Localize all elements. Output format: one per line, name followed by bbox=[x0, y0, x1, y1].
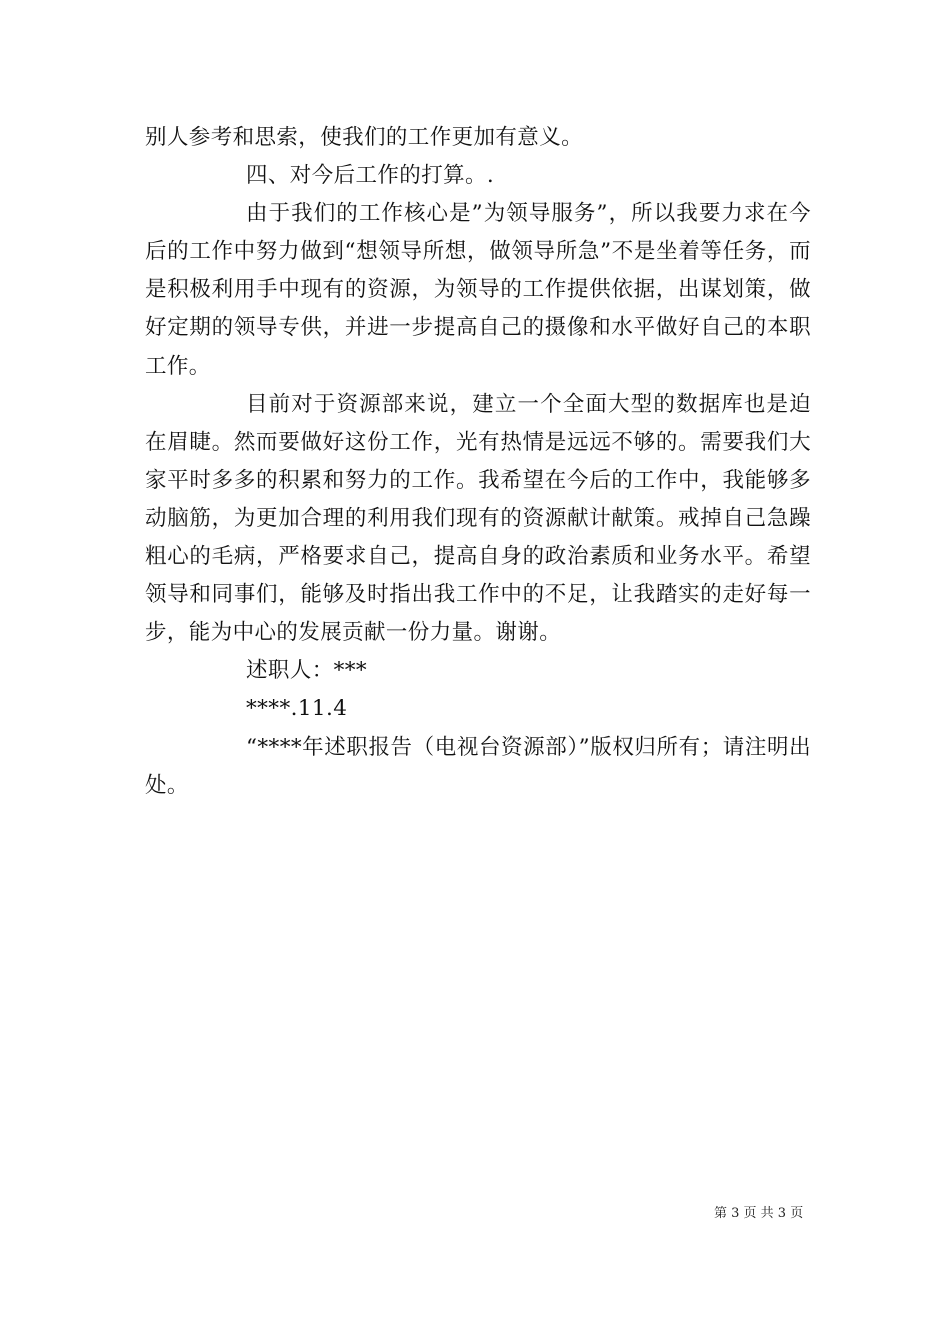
paragraph-continuation: 别人参考和思索，使我们的工作更加有意义。 bbox=[145, 125, 584, 150]
paragraph-serve-leadership: 由于我们的工作核心是”为领导服务”，所以我要力求在今后的工作中努力做到“想领导所想，做领导所急”不是坐着等任务，而是积极利用手中现有的资源，为领导的工作提供依据，出谋划策，做好定期的领导专供，并进一步提高自己的摄像和水平做好自己的本职工作。 bbox=[145, 201, 811, 379]
paragraph-database-plan: 目前对于资源部来说，建立一个全面大型的数据库也是迫在眉睫。然而要做好这份工作，光有热情是远远不够的。需要我们大家平时多多的积累和努力的工作。我希望在今后的工作中，我能够多动脑筋，为更加合理的利用我们现有的资源献计献策。戒掉自己急躁粗心的毛病，严格要求自己，提高自身的政治素质和业务水平。希望领导和同事们，能够及时指出我工作中的不足，让我踏实的走好每一步，能为中心的发展贡献一份力量。谢谢。 bbox=[145, 391, 811, 646]
copyright-notice: “****年述职报告（电视台资源部）”版权归所有；请注明出处。 bbox=[145, 734, 811, 798]
date-line: ****.11.4 bbox=[246, 696, 348, 722]
document-body bbox=[145, 119, 811, 805]
signature-line: 述职人：*** bbox=[246, 658, 368, 684]
page-number-footer: 第 3 页 共 3 页 bbox=[714, 1206, 804, 1221]
section-heading-future-plans: 四、对今后工作的打算。. bbox=[246, 163, 495, 189]
